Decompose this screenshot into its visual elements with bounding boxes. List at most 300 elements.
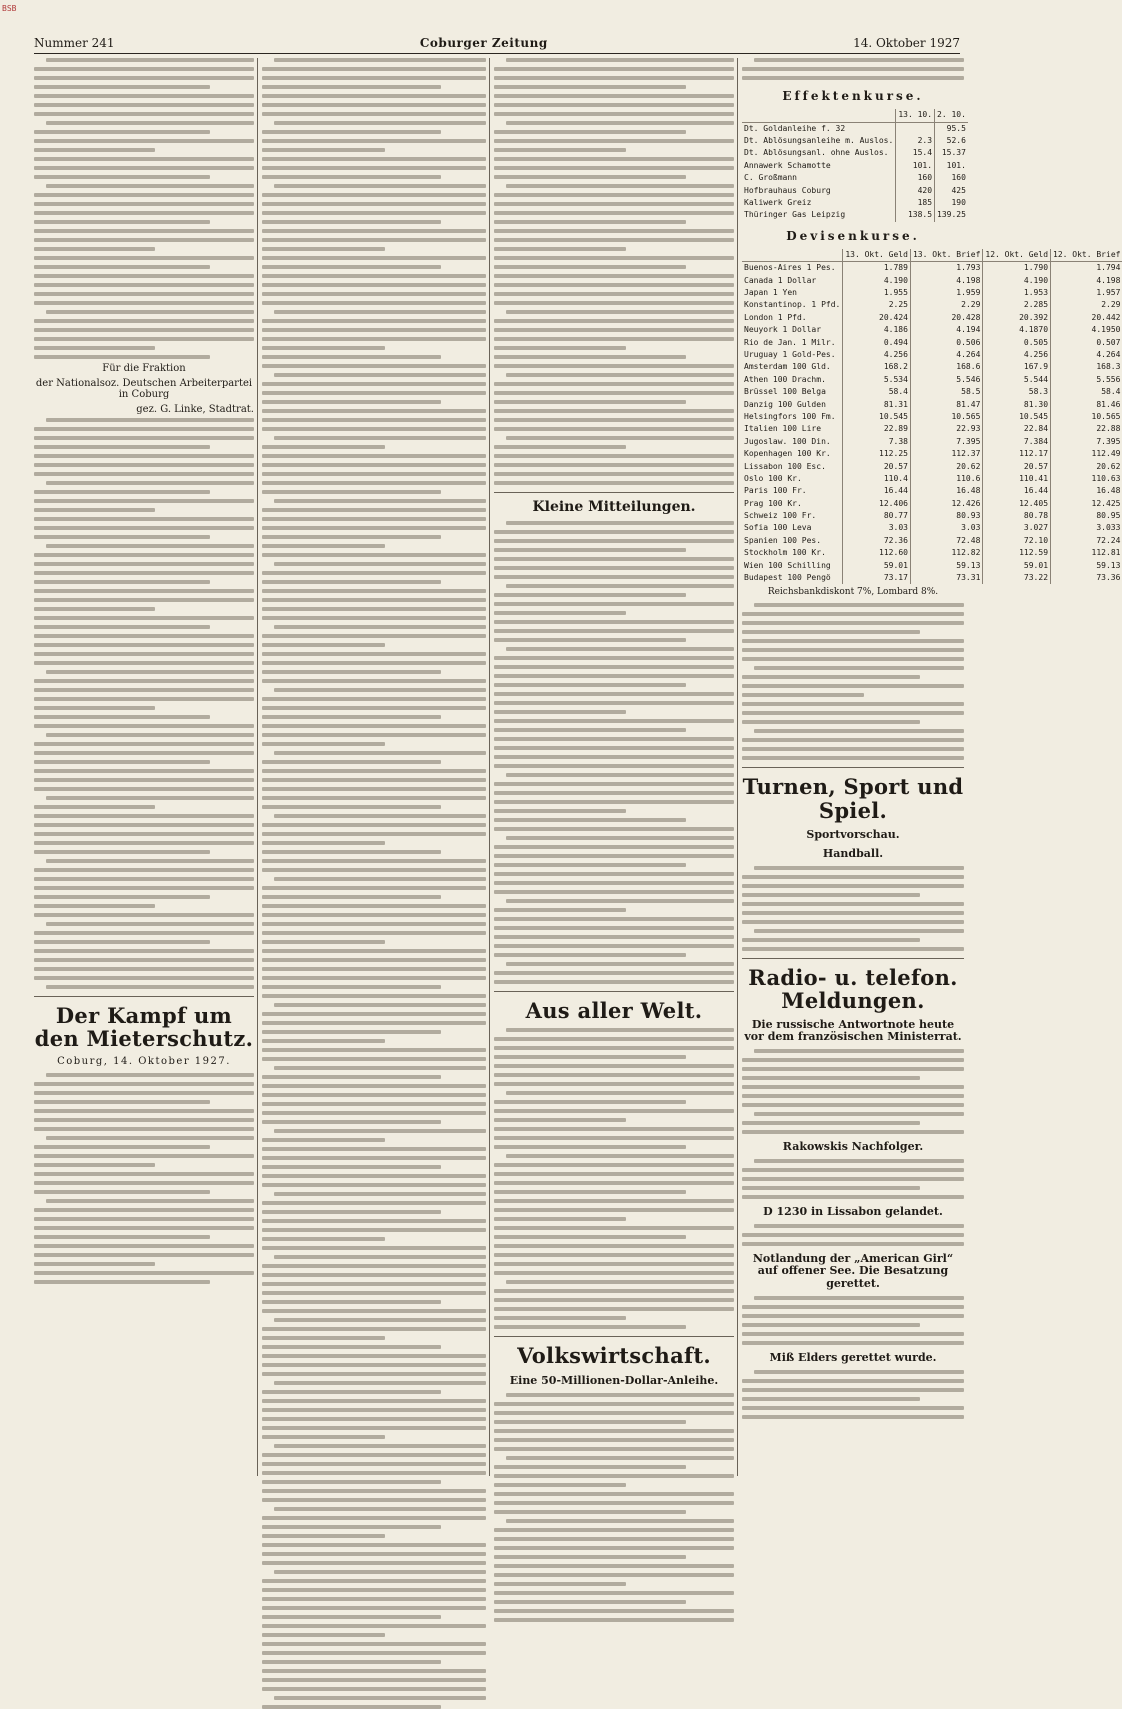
text-line xyxy=(494,791,734,795)
text-line xyxy=(262,202,486,206)
text-line xyxy=(742,738,964,742)
text-line xyxy=(494,1262,734,1266)
column-header: 12. Okt. Brief xyxy=(1051,249,1122,262)
price-cell: 81.47 xyxy=(910,399,982,411)
price-cell: 22.93 xyxy=(910,423,982,435)
price-cell: 4.264 xyxy=(910,349,982,361)
text-line xyxy=(494,238,734,242)
text-line xyxy=(262,175,441,179)
text-line xyxy=(494,1064,734,1068)
text-line xyxy=(34,1172,254,1176)
text-line xyxy=(494,1172,734,1176)
price-cell: 72.36 xyxy=(843,535,911,547)
text-line xyxy=(34,1217,254,1221)
text-line xyxy=(274,1003,486,1007)
library-stamp: BSB xyxy=(2,4,17,13)
price-cell: 20.62 xyxy=(910,461,982,473)
text-line xyxy=(274,121,486,125)
text-line xyxy=(742,756,964,760)
text-line xyxy=(34,1181,254,1185)
text-line xyxy=(494,1163,734,1167)
text-line xyxy=(262,481,486,485)
text-line xyxy=(262,1183,486,1187)
price-cell: 20.62 xyxy=(1051,461,1122,473)
text-line xyxy=(262,400,441,404)
text-line xyxy=(742,1397,920,1401)
table-row xyxy=(742,185,968,197)
subheading-russische-note: Die russische Antwortnote heute vor dem französischen Ministerrat. xyxy=(744,1018,962,1044)
price-cell: 20.428 xyxy=(910,312,982,324)
price-cell: 12.425 xyxy=(1051,498,1122,510)
text-line xyxy=(262,598,486,602)
row-label: Spanien 100 Pes. xyxy=(744,535,822,545)
price-cell: 15.37 xyxy=(935,147,968,159)
article-text-block xyxy=(34,418,254,989)
row-label: Thüringer Gas Leipzig xyxy=(744,210,846,220)
text-line xyxy=(262,112,486,116)
price-cell: 10.545 xyxy=(843,411,911,423)
price-cell: 0.506 xyxy=(910,337,982,349)
text-line xyxy=(494,674,734,678)
text-line xyxy=(506,1393,734,1397)
row-label: C. Großmann xyxy=(744,173,797,183)
text-line xyxy=(262,292,486,296)
text-line xyxy=(262,1309,486,1313)
price-cell: 72.48 xyxy=(910,535,982,547)
devisenkurse-title: Devisenkurse. xyxy=(786,228,920,243)
price-cell: 3.03 xyxy=(843,522,911,534)
text-line xyxy=(742,875,964,879)
text-line xyxy=(262,967,486,971)
text-line xyxy=(262,517,486,521)
table-row xyxy=(742,473,1122,485)
price-cell: 2.29 xyxy=(910,299,982,311)
table-row xyxy=(742,197,968,209)
row-label: Rio de Jan. 1 Milr. xyxy=(744,337,836,347)
column-1 xyxy=(34,58,254,1476)
text-line xyxy=(494,737,734,741)
text-line xyxy=(494,1564,734,1568)
text-line xyxy=(262,1201,486,1205)
text-line xyxy=(262,553,486,557)
text-line xyxy=(494,1618,734,1622)
text-line xyxy=(754,58,964,62)
text-line xyxy=(34,904,155,908)
text-line xyxy=(494,301,734,305)
text-line xyxy=(34,1280,210,1284)
text-line xyxy=(494,638,686,642)
price-cell: 1.957 xyxy=(1051,287,1122,299)
text-line xyxy=(494,620,734,624)
text-line xyxy=(262,301,486,305)
text-line xyxy=(494,220,686,224)
table-row xyxy=(742,299,1122,311)
text-line xyxy=(34,598,254,602)
price-cell: 4.198 xyxy=(1051,275,1122,287)
text-line xyxy=(262,931,486,935)
text-line xyxy=(262,1147,486,1151)
price-cell: 58.4 xyxy=(843,386,911,398)
text-line xyxy=(262,1669,486,1673)
price-cell: 59.13 xyxy=(1051,560,1122,572)
text-line xyxy=(34,301,254,305)
text-line xyxy=(274,436,486,440)
text-line xyxy=(506,899,734,903)
text-line xyxy=(494,1420,686,1424)
text-line xyxy=(494,1226,734,1230)
table-row xyxy=(742,535,1122,547)
price-cell: 168.6 xyxy=(910,361,982,373)
row-label: Dt. Ablösungsanleihe m. Auslos. xyxy=(744,135,894,145)
table-row xyxy=(742,522,1122,534)
text-line xyxy=(274,184,486,188)
text-line xyxy=(262,85,441,89)
text-line xyxy=(274,688,486,692)
text-line xyxy=(46,58,254,62)
row-label: Paris 100 Fr. xyxy=(744,486,807,496)
price-cell: 20.424 xyxy=(843,312,911,324)
text-line xyxy=(262,661,486,665)
text-line xyxy=(262,1687,486,1691)
text-line xyxy=(34,967,254,971)
price-cell: 168.3 xyxy=(1051,361,1122,373)
text-line xyxy=(34,580,210,584)
text-line xyxy=(262,1264,486,1268)
text-line xyxy=(34,805,155,809)
price-cell: 2.285 xyxy=(983,299,1051,311)
text-line xyxy=(262,1300,441,1304)
text-line xyxy=(262,508,486,512)
table-row xyxy=(742,436,1122,448)
text-line xyxy=(262,985,441,989)
article-text-block xyxy=(742,1370,964,1419)
text-line xyxy=(34,742,254,746)
price-cell: 112.82 xyxy=(910,547,982,559)
text-line xyxy=(34,517,254,521)
row-label: Prag 100 Kr. xyxy=(744,498,802,508)
price-cell: 80.77 xyxy=(843,510,911,522)
text-line xyxy=(262,1291,486,1295)
text-line xyxy=(262,211,486,215)
price-cell: 185 xyxy=(896,197,935,209)
text-line xyxy=(506,1280,734,1284)
text-line xyxy=(34,823,254,827)
table-row xyxy=(742,560,1122,572)
text-line xyxy=(262,472,486,476)
text-line xyxy=(742,1186,920,1190)
text-line xyxy=(262,607,486,611)
text-line xyxy=(494,112,734,116)
text-line xyxy=(34,499,254,503)
price-cell: 4.198 xyxy=(910,275,982,287)
text-line xyxy=(34,67,254,71)
text-line xyxy=(754,1159,964,1163)
text-line xyxy=(34,1100,210,1104)
text-line xyxy=(742,720,920,724)
text-line xyxy=(494,557,734,561)
text-line xyxy=(494,229,734,233)
text-line xyxy=(494,1537,734,1541)
text-line xyxy=(494,76,734,80)
text-line xyxy=(262,1228,486,1232)
text-line xyxy=(494,656,734,660)
table-row xyxy=(742,361,1122,373)
text-line xyxy=(34,472,254,476)
text-line xyxy=(262,157,486,161)
price-cell: 4.190 xyxy=(843,275,911,287)
section-heading-turnen-sport: Turnen, Sport und Spiel. xyxy=(742,774,964,823)
price-cell: 20.392 xyxy=(983,312,1051,324)
section-heading-volkswirtschaft: Volkswirtschaft. xyxy=(517,1343,711,1369)
price-cell: 58.5 xyxy=(910,386,982,398)
text-line xyxy=(262,1516,486,1520)
price-cell: 80.95 xyxy=(1051,510,1122,522)
text-line xyxy=(34,661,254,665)
text-line xyxy=(274,1318,486,1322)
text-line xyxy=(262,1210,441,1214)
text-line xyxy=(34,607,155,611)
table-row xyxy=(742,135,968,147)
price-cell: 3.03 xyxy=(910,522,982,534)
price-cell: 1.793 xyxy=(910,262,982,275)
row-label: Lissabon 100 Esc. xyxy=(744,461,826,471)
text-line xyxy=(494,539,734,543)
text-line xyxy=(506,584,734,588)
text-line xyxy=(742,639,964,643)
table-row xyxy=(742,122,968,135)
price-cell: 7.38 xyxy=(843,436,911,448)
price-cell: 73.17 xyxy=(843,572,911,584)
text-line xyxy=(34,1145,210,1149)
text-line xyxy=(742,1076,920,1080)
table-row xyxy=(742,172,968,184)
text-line xyxy=(262,337,486,341)
price-cell: 1.794 xyxy=(1051,262,1122,275)
text-line xyxy=(262,1048,486,1052)
article-text-block xyxy=(34,58,254,359)
text-line xyxy=(494,1127,734,1131)
price-cell: 73.22 xyxy=(983,572,1051,584)
text-line xyxy=(494,1474,734,1478)
price-cell: 59.01 xyxy=(983,560,1051,572)
column-header: 13. Okt. Geld xyxy=(843,249,911,262)
text-line xyxy=(494,103,734,107)
subheading-lissabon: D 1230 in Lissabon gelandet. xyxy=(763,1205,943,1219)
text-line xyxy=(34,553,254,557)
text-line xyxy=(46,796,254,800)
text-line xyxy=(262,706,486,710)
text-line xyxy=(494,1591,734,1595)
subheading-american-girl: Notlandung der „American Girl“ auf offener See. Die Besatzung gerettet. xyxy=(752,1252,954,1290)
row-label: Canada 1 Dollar xyxy=(744,275,817,285)
text-line xyxy=(34,778,254,782)
text-line xyxy=(34,958,254,962)
text-line xyxy=(262,805,441,809)
text-line xyxy=(34,706,155,710)
price-cell: 4.256 xyxy=(843,349,911,361)
text-line xyxy=(494,1573,734,1577)
column-rule xyxy=(257,58,258,1476)
price-cell: 138.5 xyxy=(896,209,935,221)
price-cell: 3.033 xyxy=(1051,522,1122,534)
row-label: Kaliwerk Greiz xyxy=(744,197,812,207)
text-line xyxy=(262,391,486,395)
text-line xyxy=(262,616,486,620)
section-heading-mieterschutz: Der Kampf um den Mieterschutz. xyxy=(34,1003,254,1052)
text-line xyxy=(494,1145,686,1149)
text-line xyxy=(46,184,254,188)
text-line xyxy=(494,665,734,669)
table-row xyxy=(742,386,1122,398)
text-line xyxy=(494,265,686,269)
text-line xyxy=(506,310,734,314)
text-line xyxy=(34,112,254,116)
effektenkurse-table xyxy=(742,109,968,222)
row-label: London 1 Pfd. xyxy=(744,312,807,322)
text-line xyxy=(494,1190,686,1194)
text-line xyxy=(34,724,254,728)
text-line xyxy=(754,1112,964,1116)
text-line xyxy=(262,571,486,575)
text-line xyxy=(494,710,626,714)
price-cell: 73.31 xyxy=(910,572,982,584)
text-line xyxy=(494,481,734,485)
text-line xyxy=(262,922,486,926)
text-line xyxy=(34,1226,254,1230)
subheading-sportvorschau: Sportvorschau. xyxy=(806,827,900,841)
text-line xyxy=(46,121,254,125)
text-line xyxy=(34,652,254,656)
text-line xyxy=(742,76,964,80)
text-line xyxy=(494,809,626,813)
price-cell: 10.565 xyxy=(910,411,982,423)
text-line xyxy=(494,1118,626,1122)
text-line xyxy=(262,913,486,917)
table-row xyxy=(742,547,1122,559)
text-line xyxy=(34,688,254,692)
text-line xyxy=(494,890,734,894)
text-line xyxy=(34,355,210,359)
column-header: 2. 10. xyxy=(935,109,968,122)
text-line xyxy=(494,1253,734,1257)
text-line xyxy=(262,679,486,683)
price-cell: 101. xyxy=(896,160,935,172)
price-cell: 0.507 xyxy=(1051,337,1122,349)
row-label: Dt. Ablösungsanl. ohne Auslos. xyxy=(744,148,889,158)
text-line xyxy=(274,1696,486,1700)
text-line xyxy=(262,1498,486,1502)
text-line xyxy=(262,67,486,71)
text-line xyxy=(274,1255,486,1259)
text-line xyxy=(494,800,734,804)
text-line xyxy=(46,481,254,485)
text-line xyxy=(274,562,486,566)
table-row xyxy=(742,423,1122,435)
text-line xyxy=(262,445,385,449)
text-line xyxy=(494,935,734,939)
text-line xyxy=(274,373,486,377)
text-line xyxy=(262,1642,486,1646)
text-line xyxy=(34,1262,155,1266)
text-line xyxy=(274,1444,486,1448)
text-line xyxy=(506,1091,734,1095)
article-text-block xyxy=(742,58,964,80)
text-line xyxy=(46,670,254,674)
text-line xyxy=(494,530,734,534)
text-line xyxy=(34,166,254,170)
text-line xyxy=(34,247,155,251)
text-line xyxy=(262,697,486,701)
divider xyxy=(494,492,734,493)
text-line xyxy=(46,310,254,314)
text-line xyxy=(494,1271,734,1275)
text-line xyxy=(262,850,441,854)
text-line xyxy=(262,976,486,980)
text-line xyxy=(34,130,210,134)
text-line xyxy=(494,944,734,948)
text-line xyxy=(262,1156,486,1160)
table-body xyxy=(742,262,1122,585)
table-row xyxy=(742,411,1122,423)
price-cell: 12.426 xyxy=(910,498,982,510)
issue-number: Nummer 241 xyxy=(34,36,115,50)
price-cell: 22.89 xyxy=(843,423,911,435)
price-cell: 0.505 xyxy=(983,337,1051,349)
text-line xyxy=(262,1120,441,1124)
article-text-block xyxy=(34,1073,254,1284)
text-line xyxy=(34,886,254,890)
text-line xyxy=(262,1534,385,1538)
text-line xyxy=(274,499,486,503)
text-line xyxy=(34,337,254,341)
text-line xyxy=(262,859,486,863)
text-line xyxy=(34,814,254,818)
text-line xyxy=(494,692,734,696)
table-header-row xyxy=(742,109,968,122)
text-line xyxy=(34,589,254,593)
text-line xyxy=(742,1121,920,1125)
text-line xyxy=(494,1438,734,1442)
text-line xyxy=(262,1030,441,1034)
table-header-row xyxy=(742,249,1122,262)
price-cell: 7.384 xyxy=(983,436,1051,448)
row-label: Neuyork 1 Dollar xyxy=(744,325,822,335)
price-cell: 12.406 xyxy=(843,498,911,510)
text-line xyxy=(262,1525,441,1529)
article-text-block xyxy=(742,603,964,760)
text-line xyxy=(506,121,734,125)
divider xyxy=(494,1336,734,1337)
text-line xyxy=(262,1039,385,1043)
text-line xyxy=(494,202,734,206)
text-line xyxy=(262,940,385,944)
text-line xyxy=(34,949,254,953)
text-line xyxy=(494,364,734,368)
table-row xyxy=(742,461,1122,473)
text-line xyxy=(506,436,734,440)
column-header: 13. 10. xyxy=(896,109,935,122)
text-line xyxy=(742,1085,964,1089)
text-line xyxy=(494,211,734,215)
text-line xyxy=(262,715,441,719)
text-line xyxy=(262,1354,486,1358)
text-line xyxy=(494,247,626,251)
text-line xyxy=(742,648,964,652)
divider xyxy=(494,991,734,992)
text-line xyxy=(262,778,486,782)
price-cell: 112.81 xyxy=(1051,547,1122,559)
column-rule xyxy=(737,58,738,1476)
